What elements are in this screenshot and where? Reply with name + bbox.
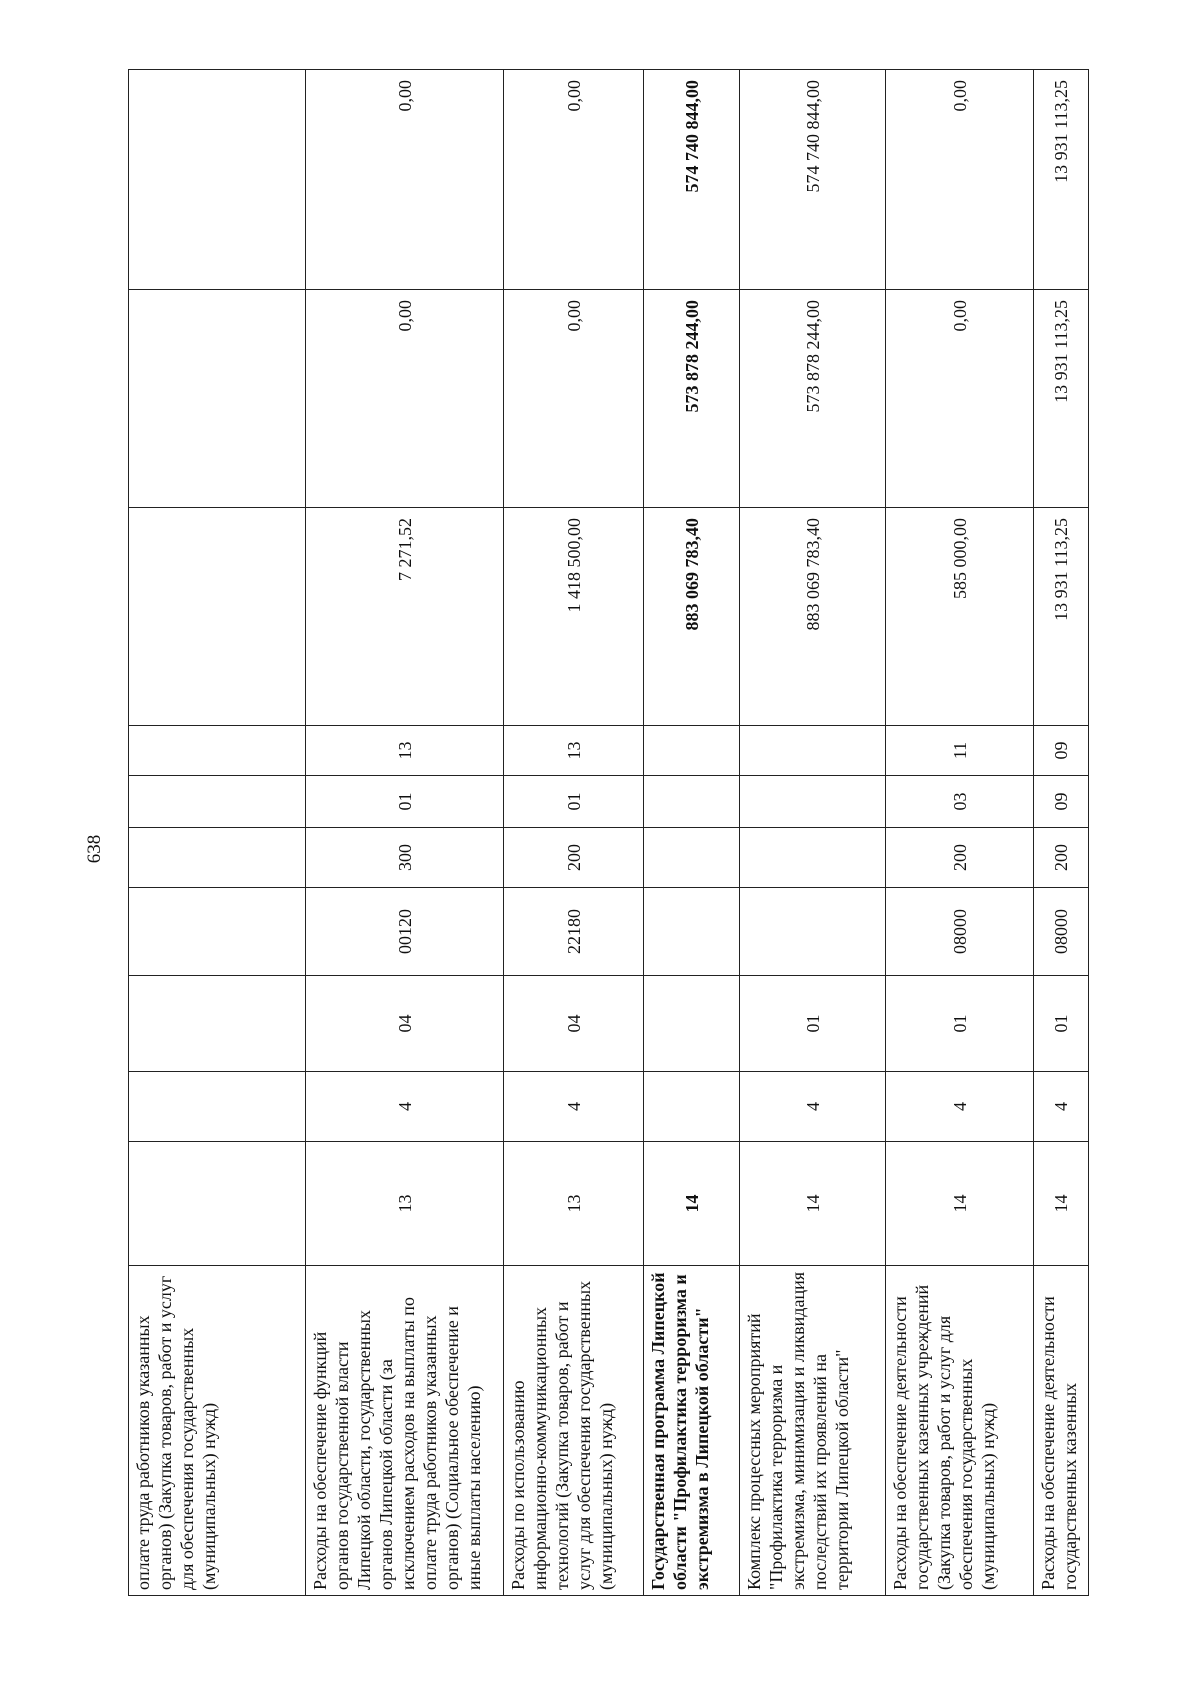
row-name: Расходы на обеспечение деятельности государственных казенных <box>1034 1266 1089 1596</box>
cell-program: 13 <box>306 1142 504 1266</box>
cell-program: 14 <box>644 1142 740 1266</box>
cell-amount-1: 7 271,52 <box>306 508 504 726</box>
table-row <box>1034 70 1089 1596</box>
table-row <box>306 70 504 1596</box>
cell-subprogram: 01 <box>886 976 1034 1072</box>
cell-amount-1: 883 069 783,40 <box>740 508 886 726</box>
cell-expense-type: 200 <box>1034 828 1089 888</box>
cell-subsection <box>740 726 886 776</box>
cell-section: 01 <box>504 776 644 828</box>
cell-amount-2: 0,00 <box>306 290 504 508</box>
row-name: Расходы по использованию информационно-коммуникационных технологий (Закупка товаров, работ и услуг для обеспечения государственных (муниципальных) нужд) <box>504 1266 644 1596</box>
cell-expense-type: 300 <box>306 828 504 888</box>
cell-amount-3: 574 740 844,00 <box>740 70 886 290</box>
row-name: Расходы на обеспечение деятельности государственных казенных учреждений (Закупка товаров, работ и услуг для обеспечения государственных (муниципальных) нужд) <box>886 1266 1034 1596</box>
cell-amount-2: 573 878 244,00 <box>644 290 740 508</box>
page-number: 638 <box>84 834 105 864</box>
cell-amount-3: 0,00 <box>504 70 644 290</box>
cell-subsection: 09 <box>1034 726 1089 776</box>
cell-direction <box>644 888 740 976</box>
cell-type <box>129 1072 306 1142</box>
cell-type: 4 <box>504 1072 644 1142</box>
cell-subsection <box>129 726 306 776</box>
cell-subprogram <box>129 976 306 1072</box>
cell-amount-1: 883 069 783,40 <box>644 508 740 726</box>
cell-amount-3: 574 740 844,00 <box>644 70 740 290</box>
cell-amount-3: 13 931 113,25 <box>1034 70 1089 290</box>
cell-subsection: 13 <box>504 726 644 776</box>
cell-expense-type <box>129 828 306 888</box>
cell-type: 4 <box>740 1072 886 1142</box>
cell-subprogram: 04 <box>504 976 644 1072</box>
cell-subprogram: 01 <box>1034 976 1089 1072</box>
cell-program: 14 <box>886 1142 1034 1266</box>
cell-expense-type <box>740 828 886 888</box>
table-row <box>740 70 886 1596</box>
row-name: Государственная программа Липецкой области "Профилактика терроризма и экстремизма в Липецкой области" <box>644 1266 740 1596</box>
cell-section: 01 <box>306 776 504 828</box>
cell-amount-2: 573 878 244,00 <box>740 290 886 508</box>
cell-amount-2: 13 931 113,25 <box>1034 290 1089 508</box>
cell-section <box>129 776 306 828</box>
table-row <box>129 70 306 1596</box>
cell-amount-1: 585 000,00 <box>886 508 1034 726</box>
cell-program: 14 <box>740 1142 886 1266</box>
cell-section: 03 <box>886 776 1034 828</box>
cell-direction: 22180 <box>504 888 644 976</box>
cell-section <box>740 776 886 828</box>
cell-amount-1: 1 418 500,00 <box>504 508 644 726</box>
cell-amount-2 <box>129 290 306 508</box>
cell-amount-1 <box>129 508 306 726</box>
cell-amount-2: 0,00 <box>886 290 1034 508</box>
cell-subprogram: 04 <box>306 976 504 1072</box>
cell-type: 4 <box>886 1072 1034 1142</box>
row-name: оплате труда работников указанных органов) (Закупка товаров, работ и услуг для обеспечения государственных (муниципальных) нужд) <box>129 1266 306 1596</box>
cell-amount-1: 13 931 113,25 <box>1034 508 1089 726</box>
cell-expense-type: 200 <box>504 828 644 888</box>
cell-direction <box>129 888 306 976</box>
budget-table-wrapper <box>128 70 1088 1596</box>
cell-program: 13 <box>504 1142 644 1266</box>
cell-direction <box>740 888 886 976</box>
cell-direction: 08000 <box>1034 888 1089 976</box>
cell-section <box>644 776 740 828</box>
table-row <box>504 70 644 1596</box>
cell-section: 09 <box>1034 776 1089 828</box>
cell-amount-3: 0,00 <box>306 70 504 290</box>
cell-amount-3 <box>129 70 306 290</box>
cell-amount-2: 0,00 <box>504 290 644 508</box>
cell-direction: 08000 <box>886 888 1034 976</box>
cell-subsection <box>644 726 740 776</box>
cell-subprogram <box>644 976 740 1072</box>
cell-expense-type: 200 <box>886 828 1034 888</box>
cell-subprogram: 01 <box>740 976 886 1072</box>
cell-type: 4 <box>306 1072 504 1142</box>
cell-direction: 00120 <box>306 888 504 976</box>
cell-subsection: 11 <box>886 726 1034 776</box>
row-name: Расходы на обеспечение функций органов государственной власти Липецкой области, государственных органов Липецкой области (за исключением расходов на выплаты по оплате труда работников указанных органов) (Социальное обеспечение и иные выплаты населению) <box>306 1266 504 1596</box>
budget-table <box>128 69 1089 1596</box>
cell-type: 4 <box>1034 1072 1089 1142</box>
table-row <box>644 70 740 1596</box>
cell-program <box>129 1142 306 1266</box>
budget-table-rotated <box>128 70 1088 1596</box>
cell-expense-type <box>644 828 740 888</box>
cell-subsection: 13 <box>306 726 504 776</box>
row-name: Комплекс процессных мероприятий "Профилактика терроризма и экстремизма, минимизация и ликвидация последствий их проявлений на территории Липецкой области" <box>740 1266 886 1596</box>
table-row <box>886 70 1034 1596</box>
cell-type <box>644 1072 740 1142</box>
cell-amount-3: 0,00 <box>886 70 1034 290</box>
cell-program: 14 <box>1034 1142 1089 1266</box>
